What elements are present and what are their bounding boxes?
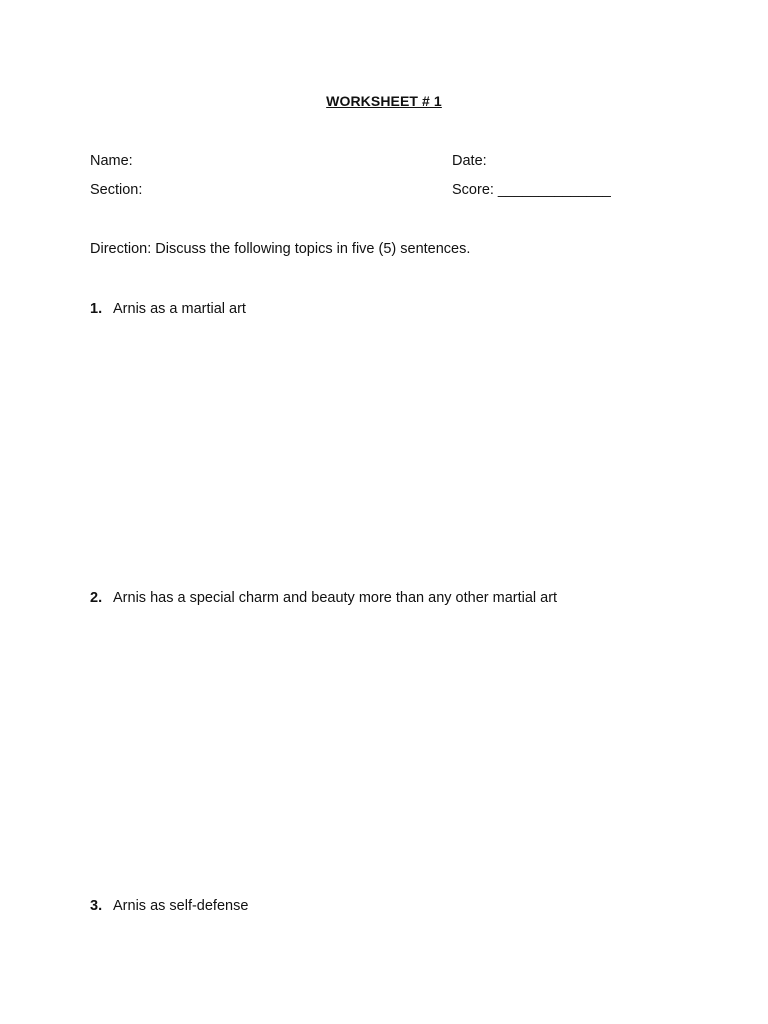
direction-text: Direction: Discuss the following topics in five (5) sentences. [90,241,471,257]
name-label: Name: [90,153,133,169]
question-text: Arnis as self-defense [113,898,249,914]
question-number: 3. [90,898,103,914]
question-number: 1. [90,301,103,317]
question-text: Arnis has a special charm and beauty more than any other martial art [113,590,558,606]
question-2 [90,590,557,607]
question-number: 2. [90,590,103,606]
question-3 [90,898,248,915]
worksheet-title: WORKSHEET # 1 [326,93,442,109]
score-label: Score: ______________ [452,182,611,198]
question-text: Arnis as a martial art [113,301,246,317]
date-label: Date: [452,153,487,169]
section-label: Section: [90,182,143,198]
question-1 [90,301,246,318]
